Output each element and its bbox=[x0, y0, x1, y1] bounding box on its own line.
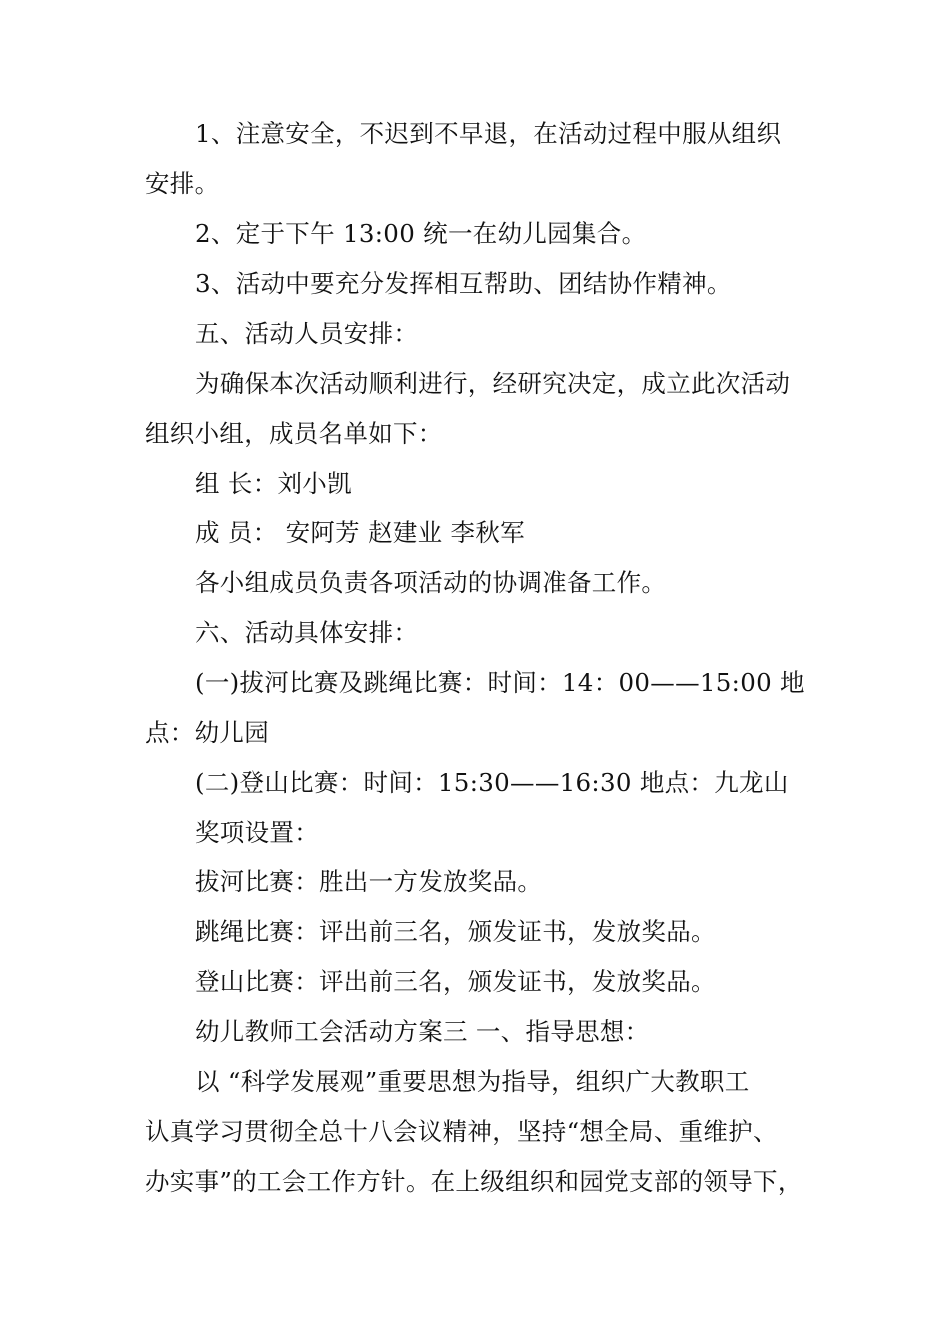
paragraph-line: 安排。 bbox=[145, 169, 220, 198]
paragraph-line: 各小组成员负责各项活动的协调准备工作。 bbox=[195, 568, 667, 597]
paragraph-line: 2、定于下午 13:00 统一在幼儿园集合。 bbox=[195, 219, 647, 248]
paragraph-line: 为确保本次活动顺利进行，经研究决定，成立此次活动 bbox=[195, 369, 791, 398]
paragraph-line: 奖项设置： bbox=[195, 818, 319, 847]
paragraph-line: 认真学习贯彻全总十八会议精神，坚持“想全局、重维护、 bbox=[145, 1117, 778, 1146]
paragraph-line: 成 员： 安阿芳 赵建业 李秋军 bbox=[195, 518, 525, 547]
section-heading: 五、活动人员安排： bbox=[195, 319, 419, 348]
paragraph-line: (一)拔河比赛及跳绳比赛：时间：14：00——15:00 地 bbox=[195, 668, 805, 697]
paragraph-line: 拔河比赛：胜出一方发放奖品。 bbox=[195, 867, 543, 896]
paragraph-line: (二)登山比赛：时间：15:30——16:30 地点：九龙山 bbox=[195, 768, 789, 797]
paragraph-line: 办实事”的工会工作方针。在上级组织和园党支部的领导下， bbox=[145, 1167, 803, 1196]
paragraph-line: 跳绳比赛：评出前三名，颁发证书，发放奖品。 bbox=[195, 917, 716, 946]
paragraph-line: 组织小组，成员名单如下： bbox=[145, 419, 443, 448]
paragraph-line: 点：幼儿园 bbox=[145, 718, 269, 747]
paragraph-line: 组 长：刘小凯 bbox=[195, 469, 352, 498]
paragraph-line: 登山比赛：评出前三名，颁发证书，发放奖品。 bbox=[195, 967, 716, 996]
section-heading: 六、活动具体安排： bbox=[195, 618, 419, 647]
paragraph-line: 幼儿教师工会活动方案三 一、指导思想： bbox=[195, 1017, 650, 1046]
paragraph-line: 3、活动中要充分发挥相互帮助、团结协作精神。 bbox=[195, 269, 732, 298]
paragraph-line: 以 “科学发展观”重要思想为指导，组织广大教职工 bbox=[195, 1067, 750, 1096]
paragraph-line: 1、注意安全，不迟到不早退，在活动过程中服从组织 bbox=[195, 119, 782, 148]
